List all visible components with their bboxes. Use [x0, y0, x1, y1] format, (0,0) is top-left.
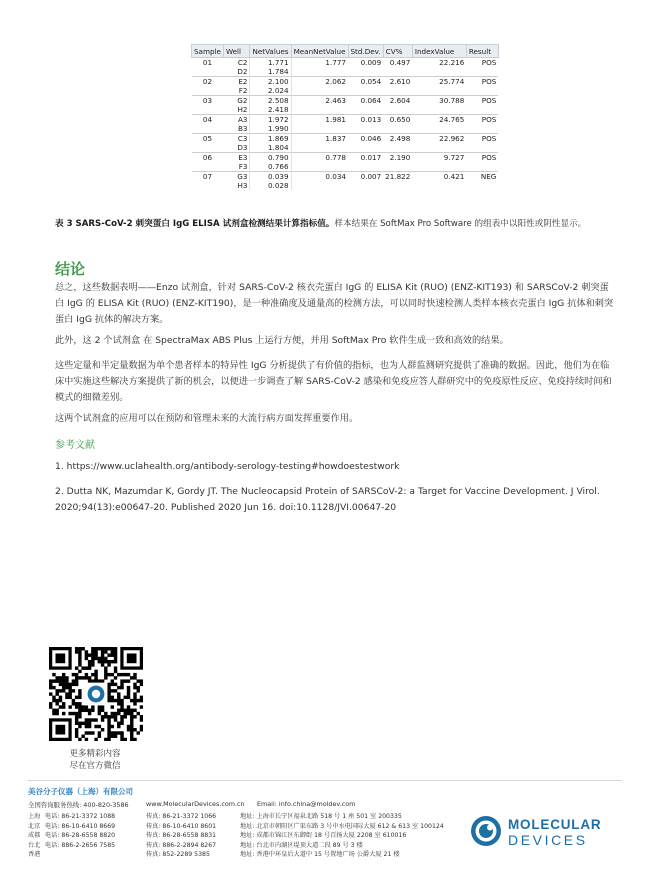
table-cell: 1.784: [250, 67, 291, 77]
office-addr: 地址: 香港中环皇后大道中 15 号置地广场 公爵大厦 21 楼: [240, 851, 400, 859]
table-cell: 2.418: [250, 105, 291, 115]
table-cell: 2.463: [291, 96, 348, 106]
table-cell: 2.024: [250, 86, 291, 96]
table-cell: 25.774: [412, 77, 466, 87]
office-addr: 地址: 北京市朝阳区广渠东路 3 号中水电国际大厦 612 & 613 室 100124: [240, 822, 444, 830]
table-cell: [348, 181, 383, 190]
conclusion-paragraph-1: 总之，这些数据表明——Enzo 试剂盒，针对 SARS-CoV-2 核衣壳蛋白 IgG 的 ELISA Kit (RUO) (ENZ-KIT193) 和 SARSCoV-2 刺突蛋白 IgG 的 ELISA Kit (RUO) (ENZ-KIT190)，是一种准确度及通量高的检测方法，可以同时快速检测人类样本核衣壳蛋白 IgG 抗体和刺突蛋白 IgG 抗体的解决方案。: [55, 282, 614, 325]
office-fax: 传真: 86-10-6410 8601: [146, 822, 217, 830]
table-cell: [383, 67, 412, 77]
table-cell: 1.981: [291, 115, 348, 125]
table-cell: C3: [223, 134, 250, 144]
table-header-row: [192, 45, 499, 58]
footer-divider: [28, 780, 622, 781]
table-cell: [466, 162, 498, 172]
table-cell: POS: [466, 58, 498, 68]
office-fax: 传真: 86-28-6558 8831: [146, 832, 217, 840]
col-header: CV%: [383, 45, 412, 58]
table-cell: 2.610: [383, 77, 412, 87]
table-cell: 0.778: [291, 153, 348, 163]
table-row: [192, 172, 499, 182]
table-cell: [291, 124, 348, 134]
hotline: 全国咨询服务热线: 400-820-3586: [28, 801, 129, 809]
qr-caption-line-2: 尽在官方微信: [69, 761, 121, 771]
office-city: 上海: [28, 813, 41, 820]
conclusion-paragraph-3: 这些定量和半定量数据为单个患者样本的特异性 IgG 分析提供了有价值的指标，也为人群监测研究提供了准确的数据。因此，他们为在临床中实施这些解决方案提供了新的机会，以便进一步调查了解 SARS-CoV-2 感染和免疫应答人群研究中的免疫原性反应、免疫持续时间和模式的细微差别。: [55, 360, 612, 403]
table-cell: [412, 67, 466, 77]
table-cell: [466, 124, 498, 134]
caption-rest: 样本结果在 SoftMax Pro Software 的组表中以阳性或阴性显示。: [334, 219, 587, 229]
company-name: 美谷分子仪器（上海）有限公司: [28, 787, 133, 796]
table-cell: 03: [192, 96, 224, 106]
table-cell: [192, 86, 224, 96]
table-cell: 0.054: [348, 77, 383, 87]
table-cell: [291, 67, 348, 77]
table-cell: 22.216: [412, 58, 466, 68]
table-cell: C2: [223, 58, 250, 68]
table-cell: 0.497: [383, 58, 412, 68]
table-cell: POS: [466, 153, 498, 163]
table-cell: F2: [238, 86, 248, 95]
table-row: [192, 58, 499, 68]
office-addr: 地址: 成都市锦江区东御街 18 号百扬大厦 2208 室 610016: [240, 832, 407, 840]
table-row: [192, 124, 499, 134]
table-cell: [383, 86, 412, 96]
office-addr: 地址: 上海市长宁区福泉北路 518 号 1 座 501 室 200335: [240, 813, 402, 820]
office-fax: 传真: 86-21-3372 1066: [146, 813, 217, 820]
table-cell: 2.190: [383, 153, 412, 163]
table-cell: 0.028: [250, 181, 291, 190]
table-cell: [383, 105, 412, 115]
qr-code-image: [49, 647, 143, 741]
table-cell: [466, 181, 498, 190]
col-header: Std.Dev.: [348, 45, 383, 58]
table-cell: 2.062: [291, 77, 348, 87]
table-cell: B3: [237, 124, 248, 133]
table-cell: E2: [223, 77, 250, 87]
table-cell: D3: [237, 143, 248, 152]
table-cell: 2.604: [383, 96, 412, 106]
table-cell: [192, 162, 224, 172]
table-cell: [192, 143, 224, 153]
table-cell: 0.039: [250, 172, 291, 182]
table-cell: 21.822: [385, 172, 411, 181]
table-cell: [348, 124, 383, 134]
table-cell: G3: [223, 172, 250, 182]
table-cell: [291, 181, 348, 190]
col-header: Result: [466, 45, 498, 58]
table-cell: 22.962: [412, 134, 466, 144]
wechat-qr-code: [49, 647, 143, 741]
table-cell: POS: [466, 96, 498, 106]
table-cell: H3: [237, 181, 248, 190]
conclusion-paragraph-2: 此外，这 2 个试剂盒 在 SpectraMax ABS Plus 上运行方便，并用 SoftMax Pro 软件生成一致和高效的结果。: [55, 335, 509, 346]
table-cell: 9.727: [412, 153, 466, 163]
table-cell: 0.013: [348, 115, 383, 125]
col-header: MeanNetValue: [291, 45, 348, 58]
table-cell: [192, 105, 224, 115]
reference-1: 1. https://www.uclahealth.org/antibody-serology-testing#howdoestestwork: [55, 461, 400, 472]
table-cell: [466, 143, 498, 153]
col-header: IndexValue: [412, 45, 466, 58]
table-cell: 07: [192, 172, 224, 182]
table-cell: [412, 105, 466, 115]
table-row: [192, 162, 499, 172]
table-cell: NEG: [466, 172, 498, 182]
table-cell: [192, 67, 224, 77]
table-cell: 1.972: [250, 115, 291, 125]
table-caption: [55, 217, 615, 229]
table-cell: G2: [223, 96, 250, 106]
table-cell: 1.869: [250, 134, 291, 144]
table-cell: [291, 105, 348, 115]
table-cell: [291, 86, 348, 96]
table-cell: [383, 162, 412, 172]
logo-line-2: DEVICES: [508, 832, 588, 848]
table-cell: POS: [466, 115, 498, 125]
office-addr: 地址: 台北市内湖区堤顶大道二段 89 号 3 楼: [240, 841, 363, 849]
table-cell: [466, 105, 498, 115]
table-cell: [348, 67, 383, 77]
table-row: [192, 153, 499, 163]
office-fax: 传真: 886-2-2894 8267: [146, 841, 217, 849]
table-cell: 1.837: [291, 134, 348, 144]
table-cell: [291, 162, 348, 172]
office-city: 香港: [28, 851, 41, 859]
table-row: [192, 181, 499, 190]
table-cell: [466, 86, 498, 96]
table-cell: 0.009: [348, 58, 383, 68]
table-cell: 05: [192, 134, 224, 144]
table-cell: 0.650: [383, 115, 412, 125]
table-cell: 0.017: [348, 153, 383, 163]
table-cell: [348, 105, 383, 115]
table-cell: [466, 67, 498, 77]
table-cell: [192, 124, 224, 134]
conclusion-heading: 结论: [55, 260, 86, 278]
table-cell: 02: [192, 77, 224, 87]
table-cell: 2.508: [250, 96, 291, 106]
table-cell: 30.788: [412, 96, 466, 106]
conclusion-paragraph-4: 这两个试剂盒的应用可以在预防和管理未来的大流行病方面发挥重要作用。: [55, 413, 359, 424]
table-cell: [348, 143, 383, 153]
molecular-devices-logo: [470, 812, 622, 850]
table-cell: [412, 86, 466, 96]
table-cell: 06: [192, 153, 224, 163]
table-cell: E3: [223, 153, 250, 163]
office-tel: 电话: 86-10-6410 8669: [45, 822, 116, 830]
col-header: Well: [223, 45, 250, 58]
table-cell: 0.790: [250, 153, 291, 163]
website-link[interactable]: www.MolecularDevices.com.cn: [146, 800, 245, 808]
table-cell: 0.034: [291, 172, 348, 182]
table-cell: 2.498: [383, 134, 412, 144]
table-cell: [383, 181, 412, 190]
office-fax: 传真: 852-2289 5385: [146, 851, 210, 859]
table-cell: [412, 143, 466, 153]
office-city: 成都: [28, 832, 41, 840]
table-cell: 0.766: [250, 162, 291, 172]
table-cell: 1.777: [291, 58, 348, 68]
table-row: [192, 105, 499, 115]
table-cell: 1.990: [250, 124, 291, 134]
table-cell: POS: [466, 134, 498, 144]
table-cell: 0.007: [348, 172, 383, 182]
table-body: [192, 58, 499, 191]
office-city: 北京: [28, 822, 41, 830]
table-cell: H2: [237, 105, 248, 114]
col-header: NetValues: [250, 45, 291, 58]
results-table: [191, 44, 499, 190]
email-link[interactable]: Email: info.china@moldev.com: [257, 800, 356, 808]
qr-caption: [55, 748, 135, 772]
table-cell: [383, 124, 412, 134]
table-cell: 24.765: [412, 115, 466, 125]
table-cell: [412, 162, 466, 172]
table-cell: 04: [192, 115, 224, 125]
office-tel: 电话: 886-2-2656 7585: [45, 841, 116, 849]
table-row: [192, 86, 499, 96]
caption-bold: 表 3 SARS-CoV-2 刺突蛋白 IgG ELISA 试剂盒检测结果计算指标值。: [55, 219, 335, 229]
table-cell: A3: [223, 115, 250, 125]
table-cell: [383, 143, 412, 153]
table-cell: 1.804: [250, 143, 291, 153]
table-row: [192, 134, 499, 144]
col-header: Sample: [192, 45, 224, 58]
table-cell: 0.421: [412, 172, 466, 182]
qr-caption-line-1: 更多精彩内容: [69, 749, 121, 759]
references-heading: 参考文献: [55, 440, 95, 451]
table-cell: [291, 143, 348, 153]
table-cell: 2.100: [250, 77, 291, 87]
table-row: [192, 77, 499, 87]
reference-2: 2. Dutta NK, Mazumdar K, Gordy JT. The Nucleocapsid Protein of SARSCoV-2: a Target for Vaccine Development. J Virol. 2020;94(13):e00647-20. Published 2020 Jun 16. doi:10.1128/JVI.00647-20: [55, 486, 600, 513]
table-cell: [412, 124, 466, 134]
table-row: [192, 67, 499, 77]
logo-line-1: MOLECULAR: [508, 817, 602, 832]
office-tel: 电话: 86-21-3372 1088: [45, 813, 116, 820]
table-cell: F3: [238, 162, 248, 171]
table-cell: D2: [237, 67, 248, 76]
table-cell: [412, 181, 466, 190]
table-cell: 0.064: [348, 96, 383, 106]
table-row: [192, 143, 499, 153]
table-cell: 1.771: [250, 58, 291, 68]
table-row: [192, 115, 499, 125]
table-cell: [348, 86, 383, 96]
table-cell: POS: [466, 77, 498, 87]
table-cell: [348, 162, 383, 172]
table-cell: 0.046: [348, 134, 383, 144]
table-cell: 01: [192, 58, 224, 68]
office-city: 台北: [28, 841, 41, 849]
table-row: [192, 96, 499, 106]
office-tel: 电话: 86-28-6558 8820: [45, 832, 116, 840]
table-cell: [192, 181, 224, 190]
